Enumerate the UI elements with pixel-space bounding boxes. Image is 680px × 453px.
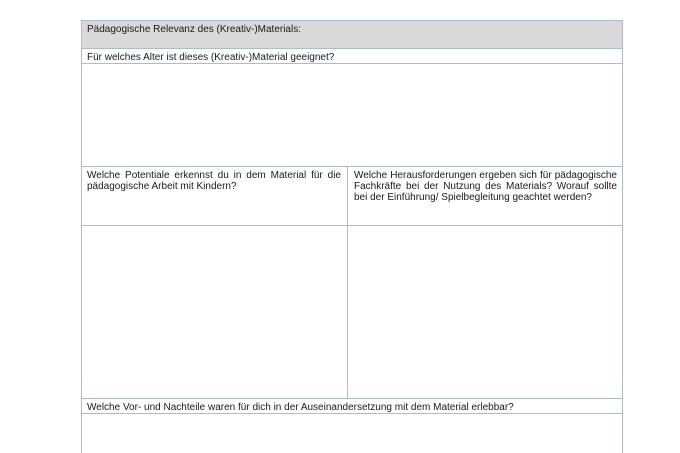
answer-field-challenges[interactable] bbox=[348, 226, 622, 398]
question-potentials: Welche Potentiale erkennst du in dem Material für die pädagogische Arbeit mit Kindern? bbox=[87, 170, 341, 192]
answer-field-pros-cons[interactable] bbox=[82, 414, 622, 453]
answer-field-potentials[interactable] bbox=[82, 226, 347, 398]
row-divider-1 bbox=[81, 48, 623, 49]
material-evaluation-table bbox=[81, 20, 623, 453]
question-challenges: Welche Herausforderungen ergeben sich für pädagogische Fachkräfte bei der Nutzung des Materials? Worauf sollte bei der Einführung/ Spielbegleitung geachtet werden? bbox=[354, 170, 617, 203]
answer-field-age[interactable] bbox=[82, 64, 622, 166]
table-border-top bbox=[81, 20, 623, 21]
question-age: Für welches Alter ist dieses (Kreativ-)Material geeignet? bbox=[87, 52, 335, 63]
section-title: Pädagogische Relevanz des (Kreativ-)Materials: bbox=[87, 24, 301, 35]
question-pros-cons: Welche Vor- und Nachteile waren für dich in der Auseinandersetzung mit dem Material erlebbar? bbox=[87, 402, 514, 413]
row-divider-5 bbox=[81, 398, 623, 399]
row-divider-3 bbox=[81, 166, 623, 167]
table-border-right bbox=[622, 20, 623, 453]
